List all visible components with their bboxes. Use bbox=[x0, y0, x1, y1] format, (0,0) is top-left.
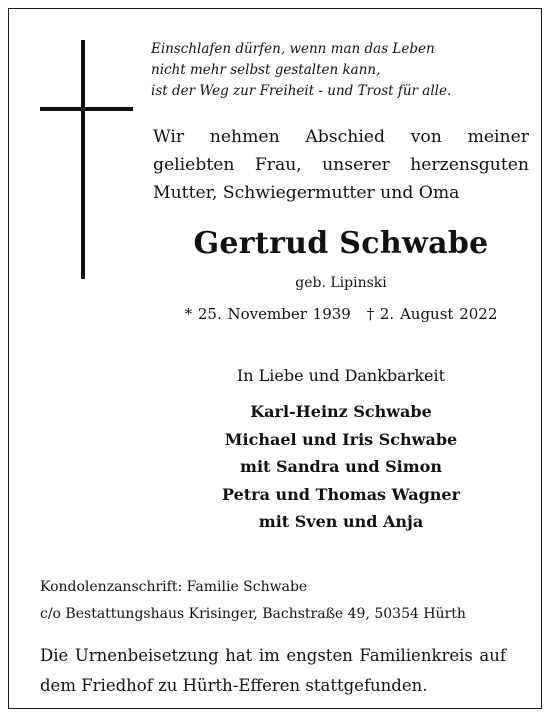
maiden-name: geb. Lipinski bbox=[295, 275, 387, 291]
cross-icon-vertical bbox=[81, 40, 85, 279]
poem-quote bbox=[151, 39, 511, 102]
deceased-name: Gertrud Schwabe bbox=[193, 226, 489, 261]
death-date: † 2. August 2022 bbox=[366, 305, 498, 323]
burial-note: Die Urnenbeisetzung hat im engsten Familienkreis auf dem Friedhof zu Hürth-Efferen stattgefunden. bbox=[40, 646, 506, 695]
poem-line: Einschlafen dürfen, wenn man das Leben bbox=[151, 41, 435, 57]
condolence-address bbox=[40, 574, 540, 628]
family-member: mit Sven und Anja bbox=[258, 512, 424, 531]
family-list bbox=[153, 398, 529, 536]
thanks-line: In Liebe und Dankbarkeit bbox=[236, 366, 446, 385]
family-member: Karl-Heinz Schwabe bbox=[250, 402, 432, 421]
family-member: mit Sandra und Simon bbox=[240, 457, 442, 476]
family-member: Michael und Iris Schwabe bbox=[224, 429, 458, 449]
life-dates bbox=[153, 305, 529, 323]
birth-date: * 25. November 1939 bbox=[184, 305, 351, 323]
farewell-text: Wir nehmen Abschied von meiner geliebten Frau, unserer herzensguten Mutter, Schwiegermutter und Oma bbox=[153, 127, 529, 203]
cross-icon-horizontal bbox=[40, 107, 133, 111]
obituary-frame bbox=[8, 8, 542, 709]
poem-line: nicht mehr selbst gestalten kann, bbox=[151, 62, 381, 78]
poem-line: ist der Weg zur Freiheit - und Trost für alle. bbox=[151, 83, 452, 99]
condolence-line: Kondolenzanschrift: Familie Schwabe bbox=[40, 579, 308, 595]
condolence-line: c/o Bestattungshaus Krisinger, Bachstraße 49, 50354 Hürth bbox=[40, 606, 466, 622]
family-member: Petra und Thomas Wagner bbox=[221, 484, 461, 504]
